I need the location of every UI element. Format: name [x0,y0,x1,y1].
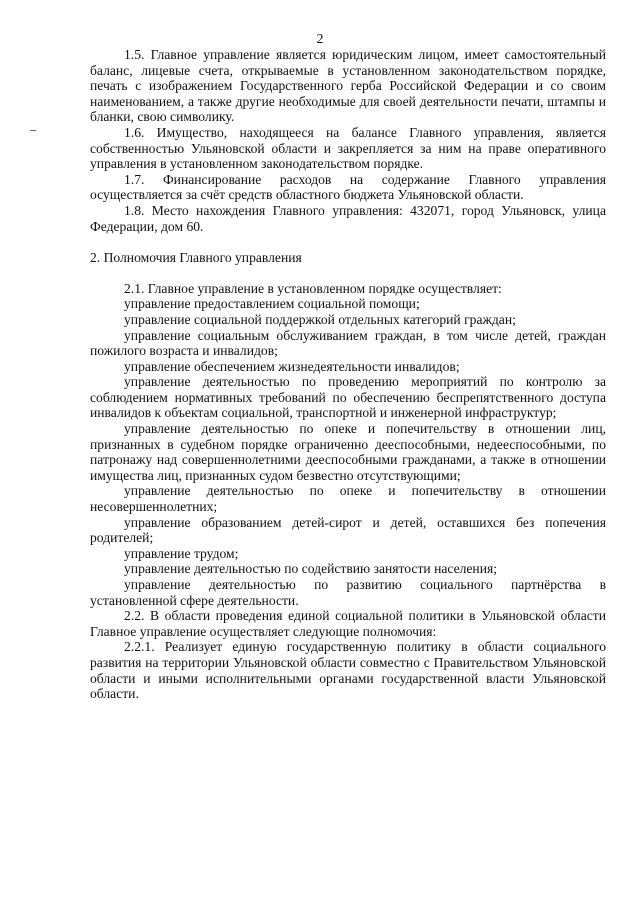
paragraph-1-6: 1.6. Имущество, находящееся на балансе Главного управления, является собственностью Ульяновской области и закрепляется за ним на праве оперативного управления в установленном законодательством порядке. [90,124,606,172]
page-number: 2 [316,32,324,47]
margin-mark [30,130,36,131]
paragraph-1-8: 1.8. Место нахождения Главного управления: 432071, город Ульяновск, улица Федерации, дом 60. [90,202,606,234]
document-body [90,47,606,702]
paragraph-2-1: 2.1. Главное управление в установленном порядке осуществляет: [124,280,502,296]
list-item: управление деятельностью по опеке и попечительству в отношении несовершеннолетних; [90,483,606,515]
paragraph-1-7: 1.7. Финансирование расходов на содержание Главного управления осуществляется за счёт средств областного бюджета Ульяновской области. [90,171,606,203]
list-item: управление трудом; [124,545,239,561]
list-item: управление деятельностью по опеке и попечительству в отношении лиц, признанных в судебном порядке ограниченно дееспособными, недееспособными, по патронажу над совершеннолетними дееспособными гражданами, а также в отношении имущества лиц, признанных судом безвестно отсутствующими; [90,421,606,483]
list-item: управление социальным обслуживанием граждан, в том числе детей, граждан пожилого возраста и инвалидов; [90,327,606,359]
list-item: управление предоставлением социальной помощи; [124,296,420,312]
list-item: управление обеспечением жизнедеятельности инвалидов; [124,358,460,374]
paragraph-2-2-1: 2.2.1. Реализует единую государственную политику в области социального развития на территории Ульяновской области совместно с Правительством Ульяновской области и иными исполнительными органами государственной власти Ульяновской области. [90,639,606,702]
section-heading: 2. Полномочия Главного управления [90,250,302,266]
list-item: управление деятельностью по содействию занятости населения; [124,561,498,577]
list-item: управление образованием детей-сирот и детей, оставшихся без попечения родителей; [90,514,606,546]
paragraph-2-2: 2.2. В области проведения единой социальной политики в Ульяновской области Главное управление осуществляет следующие полномочия: [90,608,606,639]
paragraph-1-5: 1.5. Главное управление является юридическим лицом, имеет самостоятельный баланс, лицевые счета, открываемые в установленном законодательством порядке, печать с изображением Государственного герба Российской Федерации и со своим наименованием, а также другие необходимые для своей деятельности печати, штампы и бланки, свою символику. [90,47,606,125]
list-item: управление социальной поддержкой отдельных категорий граждан; [124,311,516,327]
list-item: управление деятельностью по развитию социального партнёрства в установленной сфере деятельности. [90,577,606,608]
list-item: управление деятельностью по проведению мероприятий по контролю за соблюдением нормативных требований по обеспечению беспрепятственного доступа инвалидов к объектам социальной, транспортной и инженерной инфраструктур; [90,374,606,421]
